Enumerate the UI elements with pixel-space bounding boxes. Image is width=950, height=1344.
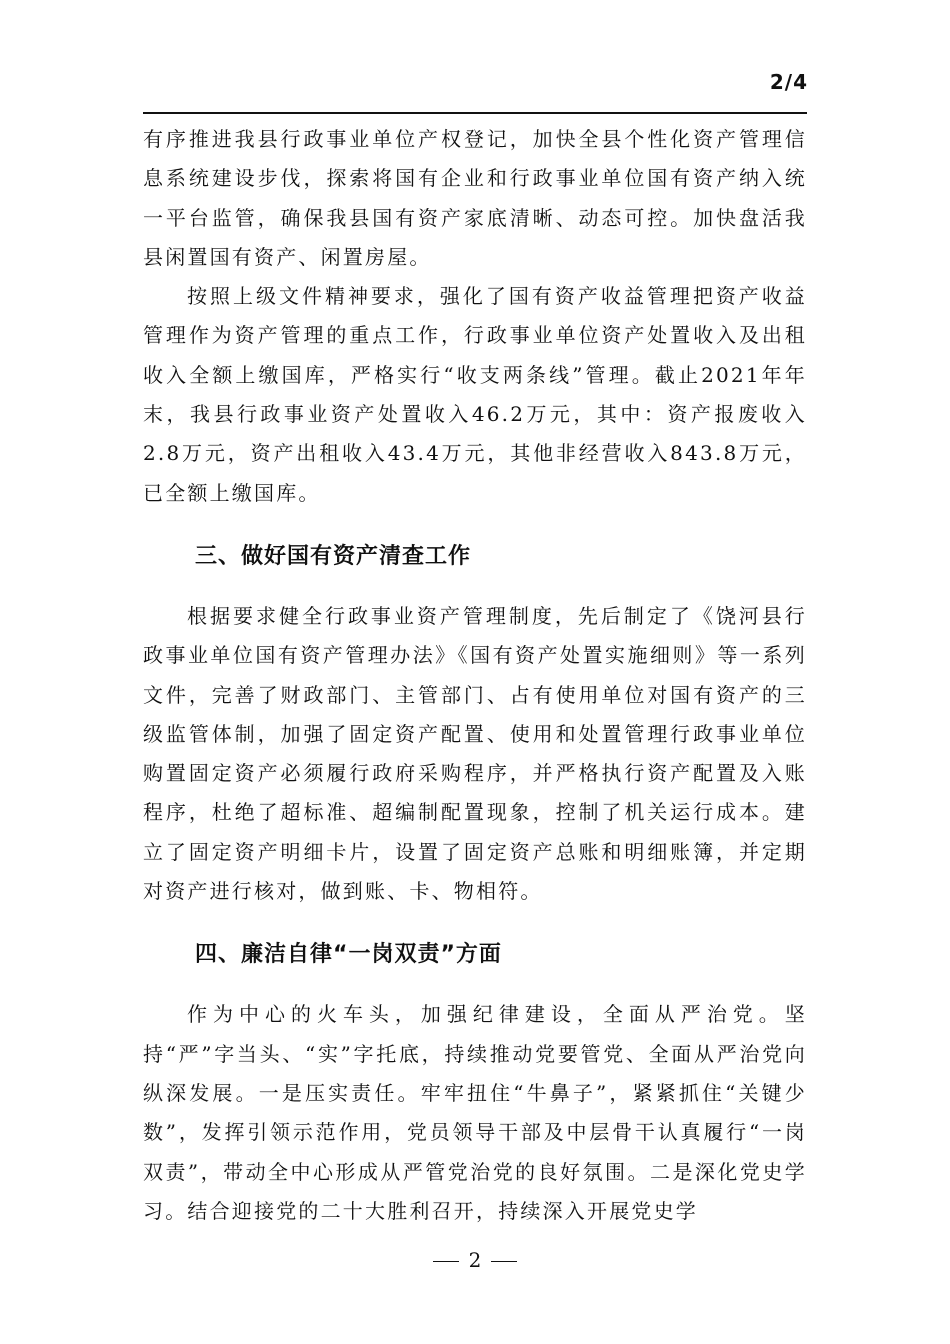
- paragraph-4: 作为中心的火车头，加强纪律建设，全面从严治党。坚持“严”字当头、“实”字托底，持续推动党要管党、全面从严治党向纵深发展。一是压实责任。牢牢扭住“牛鼻子”，紧紧抓住“关键少数”，发挥引领示范作用，党员领导干部及中层骨干认真履行“一岗双责”，带动全中心形成从严管党治党的良好氛围。二是深化党史学习。结合迎接党的二十大胜利召开，持续深入开展党史学: [143, 1002, 807, 1223]
- page-number: 2: [468, 1248, 482, 1272]
- footer-dash-right: [491, 1261, 517, 1262]
- footer-dash-left: [433, 1261, 459, 1262]
- paragraph-3: 根据要求健全行政事业资产管理制度，先后制定了《饶河县行政事业单位国有资产管理办法》《国有资产处置实施细则》等一系列文件，完善了财政部门、主管部门、占有使用单位对国有资产的三级监管体制，加强了固定资产配置、使用和处置管理行政事业单位购置固定资产必须履行政府采购程序，并严格执行资产配置及入账程序，杜绝了超标准、超编制配置现象，控制了机关运行成本。建立了固定资产明细卡片，设置了固定资产总账和明细账簿，并定期对资产进行核对，做到账、卡、物相符。: [143, 603, 807, 904]
- section-heading-4: 四、廉洁自律“一岗双责”方面: [195, 942, 502, 968]
- section-heading-3: 三、做好国有资产清查工作: [195, 543, 472, 569]
- page-counter: 2/4: [769, 70, 808, 94]
- document-body: [143, 120, 807, 1231]
- footer-page-number: [0, 1248, 950, 1272]
- paragraph-1: 有序推进我县行政事业单位产权登记，加快全县个性化资产管理信息系统建设步伐，探索将国有企业和行政事业单位国有资产纳入统一平台监管，确保我县国有资产家底清晰、动态可控。加快盘活我县闲置国有资产、闲置房屋。: [143, 127, 807, 269]
- header-rule: [143, 112, 807, 114]
- paragraph-2: 按照上级文件精神要求，强化了国有资产收益管理把资产收益管理作为资产管理的重点工作，行政事业单位资产处置收入及出租收入全额上缴国库，严格实行“收支两条线”管理。截止2021年年末，我县行政事业资产处置收入46.2万元，其中：资产报废收入2.8万元，资产出租收入43.4万元，其他非经营收入843.8万元，已全额上缴国库。: [143, 284, 807, 505]
